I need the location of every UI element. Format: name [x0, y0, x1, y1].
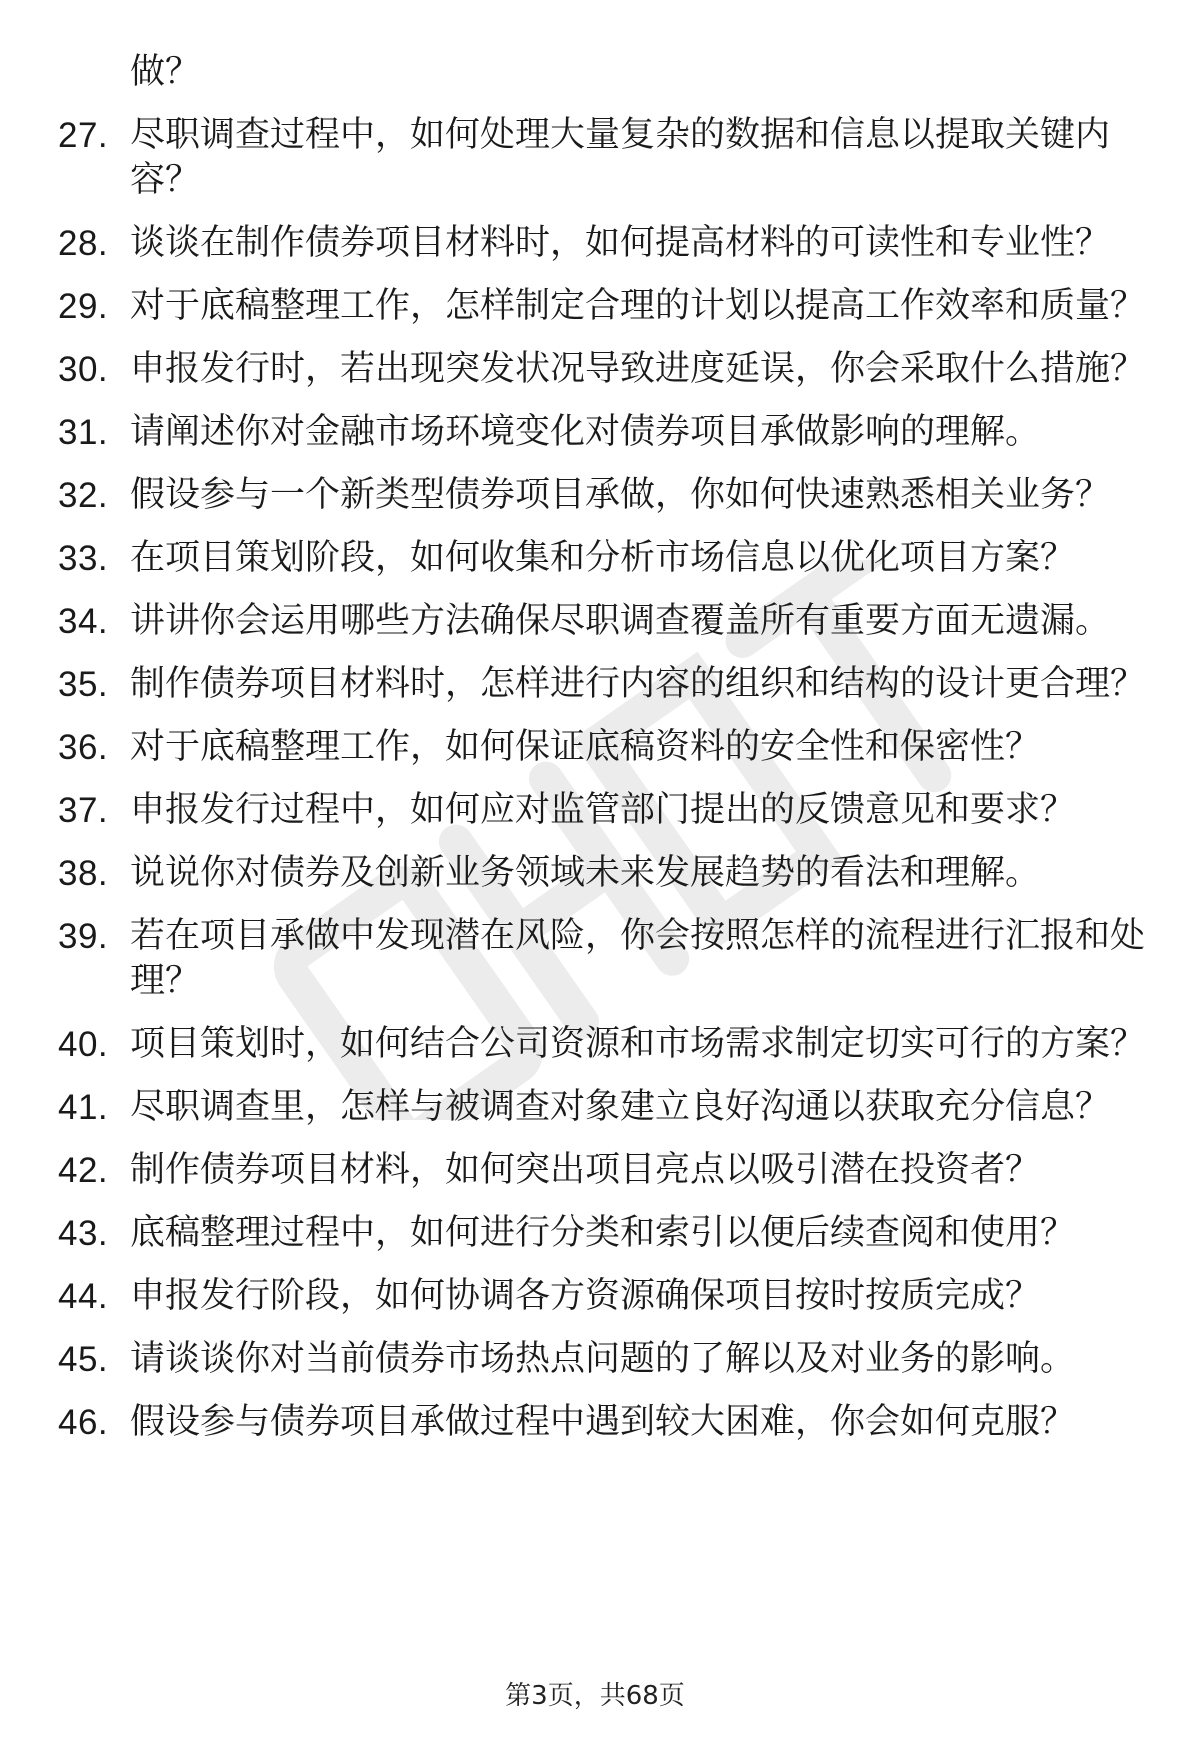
question-text: 尽职调查过程中，如何处理大量复杂的数据和信息以提取关键内容？ — [130, 115, 1111, 200]
question-text: 若在项目承做中发现潜在风险，你会按照怎样的流程进行汇报和处理？ — [130, 916, 1146, 1001]
question-item — [0, 1274, 1190, 1319]
question-number: 32. — [58, 476, 109, 515]
question-item — [0, 221, 1190, 266]
question-number: 40. — [58, 1025, 109, 1064]
question-number: 33. — [58, 539, 109, 578]
question-item — [0, 788, 1190, 833]
question-item — [0, 113, 1190, 203]
question-text: 谈谈在制作债券项目材料时，如何提高材料的可读性和专业性？ — [130, 223, 1111, 263]
question-text: 请谈谈你对当前债券市场热点问题的了解以及对业务的影响。 — [130, 1339, 1076, 1379]
question-text: 做？ — [130, 52, 201, 92]
question-number: 27. — [58, 116, 109, 155]
question-item — [0, 851, 1190, 896]
question-number: 38. — [58, 854, 109, 893]
question-number: 35. — [58, 665, 109, 704]
question-number: 34. — [58, 602, 109, 641]
question-text: 申报发行阶段，如何协调各方资源确保项目按时按质完成？ — [130, 1276, 1041, 1316]
question-item — [0, 725, 1190, 770]
question-number: 31. — [58, 413, 109, 452]
question-text: 尽职调查里，怎样与被调查对象建立良好沟通以获取充分信息？ — [130, 1087, 1111, 1127]
question-text: 讲讲你会运用哪些方法确保尽职调查覆盖所有重要方面无遗漏。 — [130, 601, 1111, 641]
question-item — [0, 410, 1190, 455]
question-item — [0, 347, 1190, 392]
question-text: 对于底稿整理工作，怎样制定合理的计划以提高工作效率和质量？ — [130, 286, 1146, 326]
question-text: 底稿整理过程中，如何进行分类和索引以便后续查阅和使用？ — [130, 1213, 1076, 1253]
question-number: 42. — [58, 1151, 109, 1190]
question-text: 说说你对债券及创新业务领域未来发展趋势的看法和理解。 — [130, 853, 1041, 893]
question-number: 39. — [58, 917, 109, 956]
question-text: 在项目策划阶段，如何收集和分析市场信息以优化项目方案？ — [130, 538, 1076, 578]
question-item — [0, 1211, 1190, 1256]
question-item — [0, 599, 1190, 644]
page-number: 第3页，共68页 — [505, 1681, 685, 1711]
question-item — [0, 1337, 1190, 1382]
question-number: 43. — [58, 1214, 109, 1253]
question-item — [0, 1022, 1190, 1067]
question-item — [0, 284, 1190, 329]
question-item — [0, 1085, 1190, 1130]
question-number: 46. — [58, 1403, 109, 1442]
question-item — [0, 662, 1190, 707]
question-list — [0, 50, 1190, 1463]
question-number: 36. — [58, 728, 109, 767]
question-text: 假设参与债券项目承做过程中遇到较大困难，你会如何克服？ — [130, 1402, 1076, 1442]
question-item — [0, 914, 1190, 1004]
question-number: 41. — [58, 1088, 109, 1127]
question-item — [0, 473, 1190, 518]
question-number: 30. — [58, 350, 109, 389]
question-number: 29. — [58, 287, 109, 326]
question-text: 请阐述你对金融市场环境变化对债券项目承做影响的理解。 — [130, 412, 1041, 452]
question-item — [0, 1148, 1190, 1193]
question-text: 申报发行时，若出现突发状况导致进度延误，你会采取什么措施？ — [130, 349, 1146, 389]
question-number: 37. — [58, 791, 109, 830]
question-item — [0, 50, 1190, 95]
question-number: 45. — [58, 1340, 109, 1379]
question-item — [0, 1400, 1190, 1445]
question-text: 制作债券项目材料时，怎样进行内容的组织和结构的设计更合理？ — [130, 664, 1146, 704]
question-number: 28. — [58, 224, 109, 263]
question-text: 制作债券项目材料，如何突出项目亮点以吸引潜在投资者？ — [130, 1150, 1041, 1190]
question-text: 申报发行过程中，如何应对监管部门提出的反馈意见和要求？ — [130, 790, 1076, 830]
question-number: 44. — [58, 1277, 109, 1316]
question-text: 假设参与一个新类型债券项目承做，你如何快速熟悉相关业务？ — [130, 475, 1111, 515]
question-text: 项目策划时，如何结合公司资源和市场需求制定切实可行的方案？ — [130, 1024, 1146, 1064]
question-text: 对于底稿整理工作，如何保证底稿资料的安全性和保密性？ — [130, 727, 1041, 767]
question-item — [0, 536, 1190, 581]
